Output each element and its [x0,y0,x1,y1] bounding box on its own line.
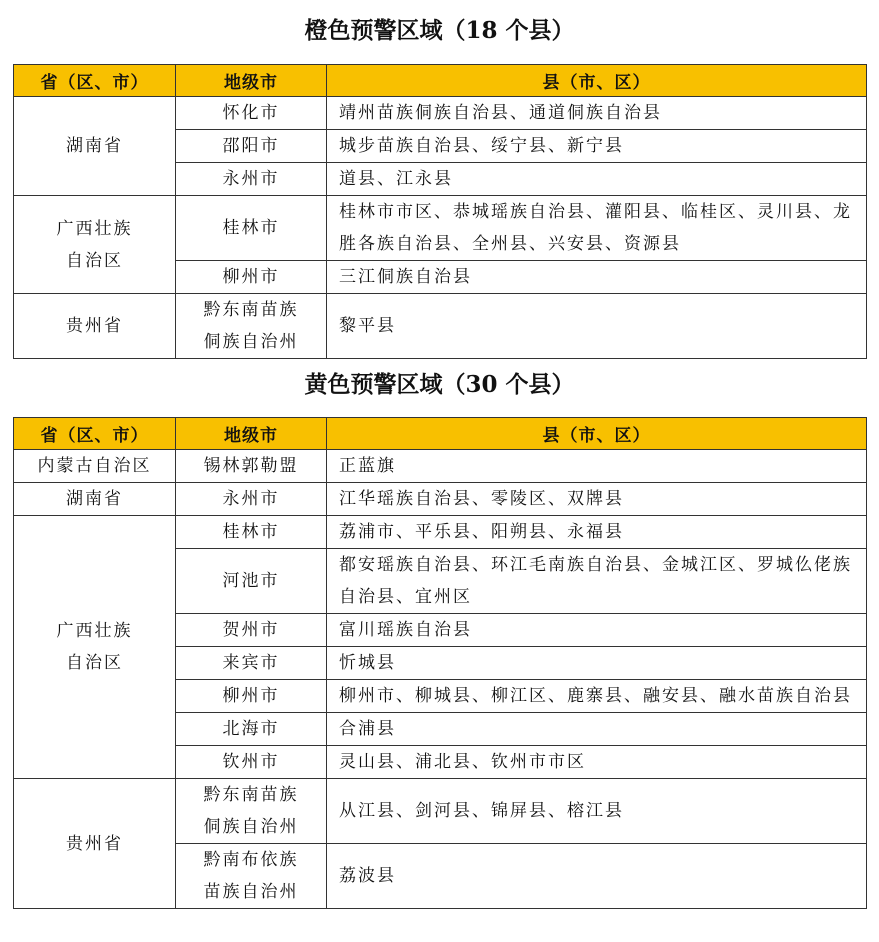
province-line: 自治区 [66,653,123,673]
counties-cell: 荔波县 [327,844,867,909]
province-cell: 湖南省 [14,97,176,196]
counties-cell: 都安瑶族自治县、环江毛南族自治县、金城江区、罗城仫佬族自治县、宜州区 [327,549,867,614]
counties-cell: 道县、江永县 [327,163,867,196]
city-line: 黔东南苗族 [203,300,299,320]
city-cell: 柳州市 [176,680,327,713]
province-line: 广西壮族 [56,218,133,239]
province-cell: 内蒙古自治区 [14,450,176,483]
province-cell: 湖南省 [14,483,176,516]
counties-cell: 合浦县 [327,713,867,746]
city-cell: 来宾市 [176,647,327,680]
province-line: 广西壮族 [56,621,133,641]
counties-cell: 三江侗族自治县 [327,261,867,294]
header-province: 省（区、市） [14,418,176,450]
counties-cell: 富川瑶族自治县 [327,614,867,647]
header-city: 地级市 [176,65,327,97]
city-cell: 桂林市 [176,516,327,549]
table-row [14,516,867,549]
city-cell [176,844,327,909]
counties-cell: 正蓝旗 [327,450,867,483]
city-line: 苗族自治州 [203,882,299,902]
table-header-row [14,65,867,97]
counties-cell: 灵山县、浦北县、钦州市市区 [327,746,867,779]
province-cell: 贵州省 [14,779,176,909]
counties-cell: 黎平县 [327,294,867,359]
header-province: 省（区、市） [14,65,176,97]
city-cell: 钦州市 [176,746,327,779]
province-cell: 贵州省 [14,294,176,359]
province-cell [14,516,176,779]
yellow-warning-title: 黄色预警区域（30 个县） [304,371,575,398]
city-cell: 贺州市 [176,614,327,647]
city-cell: 桂林市 [176,196,327,261]
city-line: 侗族自治州 [203,817,299,837]
city-cell: 河池市 [176,549,327,614]
orange-warning-table [13,64,867,359]
counties-cell: 桂林市市区、恭城瑶族自治县、灌阳县、临桂区、灵川县、龙胜各族自治县、全州县、兴安县、资源县 [327,196,867,261]
city-cell: 邵阳市 [176,130,327,163]
header-counties: 县（市、区） [327,418,867,450]
city-line: 侗族自治州 [203,332,299,352]
city-cell: 锡林郭勒盟 [176,450,327,483]
counties-cell: 从江县、剑河县、锦屏县、榕江县 [327,779,867,844]
province-line: 自治区 [66,250,123,271]
table-row [14,450,867,483]
table-row [14,97,867,130]
counties-cell: 柳州市、柳城县、柳江区、鹿寨县、融安县、融水苗族自治县 [327,680,867,713]
counties-cell: 靖州苗族侗族自治县、通道侗族自治县 [327,97,867,130]
counties-cell: 城步苗族自治县、绥宁县、新宁县 [327,130,867,163]
orange-warning-title: 橙色预警区域（18 个县） [304,17,575,44]
province-cell [14,196,176,294]
city-cell [176,294,327,359]
city-cell: 怀化市 [176,97,327,130]
city-cell: 北海市 [176,713,327,746]
counties-cell: 江华瑶族自治县、零陵区、双牌县 [327,483,867,516]
city-cell: 永州市 [176,483,327,516]
city-cell [176,779,327,844]
counties-cell: 荔浦市、平乐县、阳朔县、永福县 [327,516,867,549]
table-row [14,779,867,844]
city-cell: 永州市 [176,163,327,196]
table-row [14,483,867,516]
header-city: 地级市 [176,418,327,450]
city-line: 黔南布依族 [203,850,299,870]
city-cell: 柳州市 [176,261,327,294]
table-row [14,196,867,261]
yellow-warning-table [13,417,867,909]
header-counties: 县（市、区） [327,65,867,97]
city-line: 黔东南苗族 [203,785,299,805]
table-header-row [14,418,867,450]
table-row [14,294,867,359]
counties-cell: 忻城县 [327,647,867,680]
